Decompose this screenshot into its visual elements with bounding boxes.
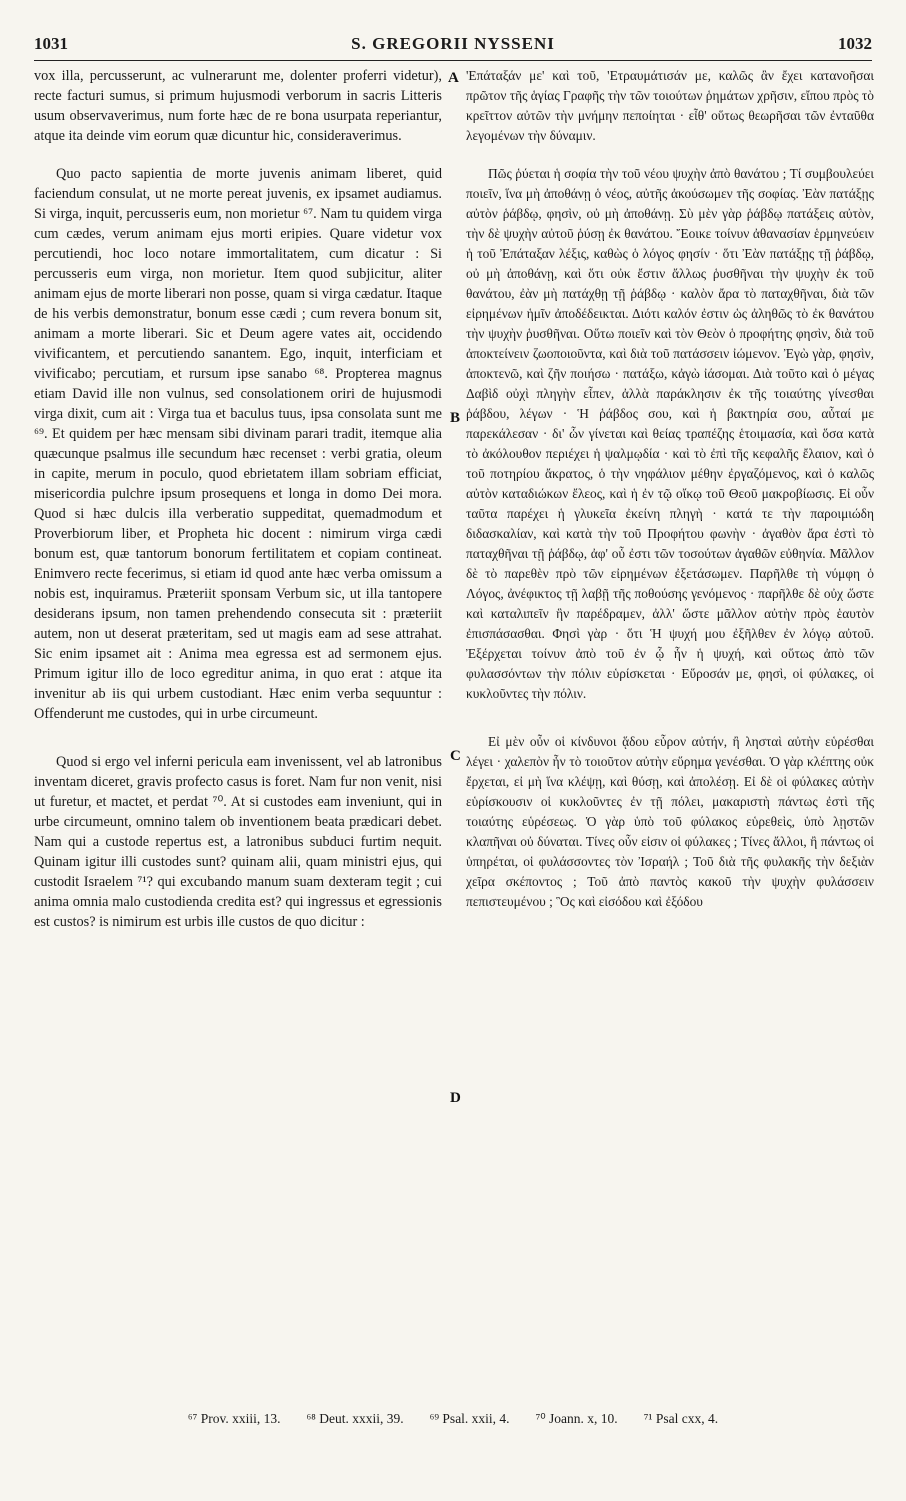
latin-column: [34, 66, 442, 932]
greek-paragraph-1: 'Επάταξάν με' καὶ τοῦ, 'Ετραυμάτισάν με, καλῶς ἂν ἔχει κατανοῆσαι πρῶτον τῆς ἁγίας Γραφῆς τὴν τῶν τοιούτων ῥημάτων χρῆσιν, εἴπου πρὸς τὸ κρεῖττον αὐτῶν τὴν μνήμην πεποίηται · εἶθ' οὕτως θεωρῆσαι τῶν ἐνταῦθα λεγομένων τὴν δύναμιν.: [466, 68, 874, 143]
latin-paragraph-3: Quod si ergo vel inferni pericula eam invenissent, vel ab latronibus inventam diceret, gravis profecto casus is foret. Nam fur non venit, nisi ut furetur, et mactet, et perdat ⁷⁰. At si custodes eam inveniunt, qui in urbe circumeunt, omnino talem ob inventionem beata prædicari debet. Nam qui a custode repertus est, a latronibus subduci furtim nequit. Quinam igitur illi custodes sunt? quinam alii, quam ministri ejus, qui custodit Israelem ⁷¹? qui excubando manum suam dexteram tegit ; cui anima omnia malo custodienda credita est? qui ingressus et egressionis est custos? is nimirum est urbis ille custos de quo dicitur :: [34, 754, 442, 930]
footnotes: [34, 1411, 872, 1427]
footnote-71: ⁷¹ Psal cxx, 4.: [643, 1411, 719, 1426]
page-number-left: 1031: [34, 34, 68, 53]
section-marker-c: C: [450, 748, 461, 764]
footnote-70: ⁷⁰ Joann. x, 10.: [535, 1411, 618, 1426]
latin-paragraph-2: Quo pacto sapientia de morte juvenis animam liberet, quid faciendum consulat, ut ne morte pereat juvenis, ex ipsamet audiamus. Si virga, inquit, percusseris eum, non morietur ⁶⁷. Nam tu quidem virga cum cædes, verum animam ejus morti eripies. Quare videtur vox percutiendi, hoc loco notare immortalitatem, cum dicatur : Si percusseris eum virga, non morietur. Item quod subjicitur, aliter animam ejus de morte liberari non posse, quam si virga cædatur. Itaque de his verbis demonstratur, bonum esse cædi ; cum revera bonum sit, animam a morte liberari. Sic et Deum agere vates ait, occidendo vivificantem, et percutiendo sanantem. Ego, inquit, interficiam et vivificabo; percutiam, et rursum ipse sanabo ⁶⁸. Propterea magnus etiam David ille non vulnus, sed consolationem oriri de hujusmodi virga dixit, cum ait : Virga tua et baculus tuus, ipsa consolata sunt me ⁶⁹. Et quidem per hæc mensam sibi divinam parari tradit, itemque alia quæcunque psalmus ille secundum hæc recenset : verbi gratia, oleum in capite, merum in poculo, quod ebrietatem illam sobriam efficiat, misericordia pulchre ipsum prosequens et longa in domo Dei mora. Quod si hæc dulcis illa verberatio suppeditat, quemadmodum et Proverbiorum liber, et Propheta hic docent : nimirum virga cædi bonum est, quæ tantorum bonorum fertilitatem et copiam contineat. Enimvero recte fecerimus, si etiam id quod ante hæc verba omissum a nobis est, inquiramus. Præteriit sponsam Verbum sic, ut illa tantopere desiderans ipsum, non tamen prehendendo consecuta sit : præteriit autem, non ut deserat præteritam, sed ut magis eam ad sese attrahat. Sic enim ipsamet ait : Anima mea egressa est ad sermonem ejus. Primum igitur illo de loco egreditur anima, in quo erat : atque ita invenitur ab iis qui urbem custodiant. Hæc enim verba sequuntur : Offenderunt me custodes, qui in urbe circumeunt.: [34, 166, 442, 722]
section-marker-b: B: [450, 410, 461, 426]
footnote-68: ⁶⁸ Deut. xxxii, 39.: [306, 1411, 404, 1426]
section-marker-d: D: [450, 1090, 461, 1106]
page-number-right: 1032: [838, 34, 872, 53]
header-rule: [34, 60, 872, 61]
footnote-67: ⁶⁷ Prov. xxiii, 13.: [187, 1411, 281, 1426]
section-marker-a: A: [448, 70, 459, 86]
page-header: [34, 34, 872, 60]
greek-column: [466, 66, 874, 912]
footnote-69: ⁶⁹ Psal. xxii, 4.: [429, 1411, 510, 1426]
greek-paragraph-2: Πῶς ῥύεται ἡ σοφία τὴν τοῦ νέου ψυχὴν ἀπὸ θανάτου ; Τί συμβουλεύει ποιεῖν, ἵνα μὴ ἀποθάνῃ ὁ νέος, αὐτῆς ἀκούσωμεν τῆς σοφίας. Ἐὰν πατάξῃς αὐτὸν ῥάβδῳ, φησὶν, οὐ μὴ ἀποθάνῃ. Σὺ μὲν γὰρ ῥάβδῳ πατάξεις αὐτὸν, τὴν δὲ ψυχὴν αὐτοῦ ῥύσῃ ἐκ θανάτου. Ἔοικε τοίνυν ἀθανασίαν ἑρμηνεύειν ἡ τοῦ Ἐπάταξαν λέξις, καθὼς ὁ λόγος φησίν · ὅτι Ἐὰν πατάξῃς τῇ ῥάβδῳ, οὐ μὴ ἀποθάνῃ, καὶ ὅτι οὐκ ἔστιν ἄλλως ῥυσθῆναι τὴν ψυχὴν ἐκ τοῦ θανάτου, ἐὰν μὴ πατάχθῃ τῇ ῥάβδῳ · καλὸν ἄρα τὸ παταχθῆναι, διὰ τῶν εἰρημένων ἡμῖν ἀποδέδεικται. Διότι καλόν ἐστιν ὡς ἀληθῶς τὸ ἐκ θανάτου τὴν ψυχὴν ῥυσθῆναι. Οὕτω ποιεῖν καὶ τὸν Θεὸν ὁ προφήτης φησὶν, διὰ τοῦ ἀποκτείνειν ζωοποιοῦντα, καὶ διὰ τοῦ πατάσσειν ἰώμενον. Ἐγὼ γὰρ, φησὶν, ἀποκτενῶ, καὶ ζῆν ποιήσω · πατάξω, κἀγὼ ἰάσομαι. Διὰ τοῦτο καὶ ὁ μέγας Δαβὶδ οὐχὶ πληγὴν εἶπεν, ἀλλὰ παράκλησιν ἐκ τῆς τοιαύτης γίνεσθαι ῥάβδου, λέγων · Ἡ ῥάβδος σου, καὶ ἡ βακτηρία σου, αὗταί με παρεκάλεσαν · δι' ὧν γίνεται καὶ θείας τραπέζης ἑτοιμασία, καὶ ὅσα κατὰ τὸ ἀκόλουθον περιέχει ἡ ψαλμῳδία · καὶ τὸ ἐπὶ τῆς κεφαλῆς ἔλαιον, καὶ ὁ τοῦ ποτηρίου ἄκρατος, ὁ τὴν νηφάλιον μέθην ἐργαζόμενος, καὶ ὁ καλῶς αὐτὸν καταδιώκων ἔλεος, καὶ ἡ ἐν τῷ οἴκῳ τοῦ Θεοῦ μακροβίωσις. Εἰ οὖν ταῦτα παρέχει ἡ γλυκεῖα ἐκείνη πληγὴ · κατά τε τὴν παροιμιώδη διδασκαλίαν, καὶ κατὰ τὴν τοῦ Προφήτου φωνὴν · ἀγαθὸν ἄρα ἐστὶ τὸ παταχθῆναι τῇ ῥάβδῳ, ἀφ' οὗ ἐστι τῶν τοσούτων ἀγαθῶν εὐθηνία. Μᾶλλον δὲ τὸ παρεθὲν πρὸ τῶν εἰρημένων ἐξετάσωμεν. Παρῆλθε τὴ νύμφη ὁ Λόγος, ἀνέφικτος τῇ λαβῇ τῆς ποθούσης γενόμενος · παρῆλθε δὲ οὐχ ὥστε καὶ καταλιπεῖν ἣν παρέδραμεν, ἀλλ' ὥστε μᾶλλον αὐτὴν πρὸς ἑαυτὸν ἐπισπάσασθαι. Φησὶ γὰρ · ὅτι Ἡ ψυχή μου ἐξῆλθεν ἐν λόγῳ αὐτοῦ. Ἐξέρχεται τοίνυν ἀπὸ τοῦ ἐν ᾧ ἦν ἡ ψυχή, καὶ οὕτως ἀπὸ τῶν φυλασσόντων τὴν πόλιν εὑρίσκεται · Εὕροσάν με, φησὶ, οἱ φύλακες, οἱ κυκλοῦντες τὴν πόλιν.: [466, 166, 874, 701]
latin-paragraph-1: vox illa, percusserunt, ac vulnerarunt me, dolenter proferri videtur), recte facturi sumus, si primum hujusmodi verborum in sacris Litteris usum observaverimus, num forte hæc de re bona usurpata reperiantur, atque ita deinde vim eorum quæ dicuntur hic, consideraverimus.: [34, 68, 442, 144]
running-title: S. GREGORII NYSSENI: [351, 34, 555, 53]
greek-paragraph-3: Εἰ μὲν οὖν οἱ κίνδυνοι ᾅδου εὗρον αὐτήν, ἢ λησταὶ αὐτὴν εὑρέσθαι λέγει · χαλεπὸν ἦν τὸ τοιοῦτον αὐτὴν εὕρημα γενέσθαι. Ὁ γὰρ κλέπτης οὐκ ἔρχεται, εἰ μὴ ἵνα κλέψῃ, καὶ θύσῃ, καὶ ἀπολέσῃ. Εἰ δὲ οἱ φύλακες αὐτὴν εὑρίσκουσιν οἱ κυκλοῦντες ἐν τῇ πόλει, μακαριστὴ πάντως ἐστὶ τῆς τοιαύτης εὑρέσεως. Ὁ γὰρ ὑπὸ τοῦ φύλακος εὑρεθεὶς, ὑπὸ λῃστῶν κλαπῆναι οὐ δύναται. Τίνες οὖν εἰσιν οἱ φύλακες ; Τίνες ἄλλοι, ἢ πάντως οἱ ὑπηρέται, οἱ φυλάσσοντες τὸν Ἰσραήλ ; Τοῦ διὰ τῆς φυλακῆς τὴν δεξιὰν χεῖρα σκέποντος ; Τοῦ ἀπὸ παντὸς κακοῦ τὴν ψυχὴν φυλάσσειν πεπιστευμένου ; Ὃς καὶ εἰσόδου καὶ ἐξόδου: [466, 734, 874, 909]
